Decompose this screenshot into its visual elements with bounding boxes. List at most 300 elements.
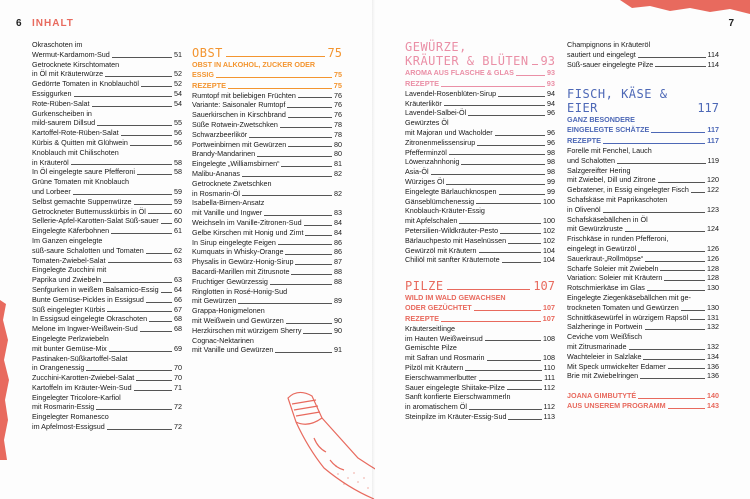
entry-title: Kräuterlikör bbox=[405, 98, 442, 108]
toc-entry[interactable] bbox=[192, 345, 342, 355]
entry-title: Lavendel-Salbei-Öl bbox=[405, 108, 467, 118]
entry-title: Wermut-Kardamom-Sud bbox=[32, 49, 110, 59]
toc-entry[interactable] bbox=[405, 148, 555, 158]
toc-entry[interactable] bbox=[32, 236, 182, 246]
leader-dots bbox=[275, 352, 332, 353]
entry-page: 54 bbox=[174, 88, 182, 98]
entry-page: 80 bbox=[334, 149, 342, 159]
chapter-page: 117 bbox=[697, 101, 719, 116]
entry-title: Getrocknete Zwetschken bbox=[192, 178, 272, 188]
entry-page: 112 bbox=[543, 382, 555, 392]
entry-title: Mit Speck umwickelter Edamer bbox=[567, 361, 666, 371]
toc-entry[interactable] bbox=[567, 205, 719, 215]
entry-title: Chiliöl mit sanfter Kräuternote bbox=[405, 255, 500, 265]
toc-entry[interactable] bbox=[192, 110, 342, 120]
toc-entry[interactable] bbox=[192, 257, 342, 267]
chapter-page: 75 bbox=[327, 46, 342, 60]
toc-entry[interactable] bbox=[32, 383, 182, 393]
toc-entry[interactable] bbox=[567, 293, 719, 303]
entry-page: 96 bbox=[547, 137, 555, 147]
toc-entry[interactable] bbox=[405, 334, 555, 344]
chapter-pilze[interactable] bbox=[405, 279, 555, 293]
entry-page: 102 bbox=[543, 225, 555, 235]
entry-page: 113 bbox=[543, 411, 555, 421]
chapter-page: 93 bbox=[540, 54, 555, 68]
leader-dots bbox=[288, 117, 332, 118]
toc-entry[interactable] bbox=[192, 287, 342, 297]
leader-dots bbox=[304, 225, 332, 226]
entry-title: Kumquats in Whisky-Orange bbox=[192, 247, 284, 257]
leader-dots bbox=[479, 380, 543, 381]
toc-entry[interactable] bbox=[32, 412, 182, 422]
entry-page: 70 bbox=[174, 363, 182, 373]
toc-entry[interactable] bbox=[567, 50, 719, 60]
entry-title: Salzgereifter Hering bbox=[567, 165, 631, 175]
toc-entry[interactable] bbox=[32, 177, 182, 187]
toc-entry[interactable] bbox=[32, 187, 182, 197]
toc-entry[interactable] bbox=[405, 246, 555, 256]
entry-page: 136 bbox=[707, 361, 719, 371]
toc-entry[interactable] bbox=[192, 228, 342, 238]
entry-page: 66 bbox=[174, 294, 182, 304]
toc-entry[interactable] bbox=[32, 285, 182, 295]
toc-entry[interactable] bbox=[32, 393, 182, 403]
entry-title: Cognac-Nektarinen bbox=[192, 335, 254, 345]
toc-entry[interactable] bbox=[32, 60, 182, 70]
toc-entry[interactable] bbox=[32, 363, 182, 373]
entry-title: Pilzöl mit Kräutern bbox=[405, 362, 464, 372]
entry-title: Kürbis & Quitten mit Glühwein bbox=[32, 137, 128, 147]
entry-title: Ceviche vom Weißfisch bbox=[567, 332, 642, 342]
entry-page: 123 bbox=[707, 204, 719, 214]
leader-dots bbox=[465, 370, 541, 371]
entry-page: 126 bbox=[707, 253, 719, 263]
rezepte-heading-fisch[interactable]: REZEPTE 117 bbox=[567, 135, 719, 145]
entry-title: Senfgurken in weißem Balsamico-Essig bbox=[32, 284, 159, 294]
entry-page: 58 bbox=[174, 157, 182, 167]
toc-entry[interactable] bbox=[405, 412, 555, 422]
rezepte-heading-gewuerze[interactable]: REZEPTE 93 bbox=[405, 78, 555, 88]
toc-entry[interactable] bbox=[192, 140, 342, 150]
toc-entry[interactable] bbox=[567, 215, 719, 225]
leader-dots bbox=[96, 409, 172, 410]
toc-entry[interactable] bbox=[567, 273, 719, 283]
entry-page: 126 bbox=[707, 243, 719, 253]
toc-entry[interactable] bbox=[32, 40, 182, 50]
leader-dots bbox=[469, 409, 542, 410]
toc-entry[interactable] bbox=[32, 167, 182, 177]
entry-page: 132 bbox=[707, 322, 719, 332]
entry-page: 124 bbox=[707, 224, 719, 234]
leader-dots bbox=[242, 195, 332, 196]
leader-dots bbox=[502, 262, 541, 263]
entry-title: Sellerie-Apfel-Karotten-Salat Süß-sauer bbox=[32, 216, 159, 226]
toc-entry[interactable] bbox=[32, 422, 182, 432]
entry-title: Würziges Öl bbox=[405, 176, 445, 186]
entry-title: Eingelegte Bärlauchknospen bbox=[405, 186, 497, 196]
entry-title: Süße Rotwein-Zwetschken bbox=[192, 119, 278, 129]
toc-entry[interactable] bbox=[32, 275, 182, 285]
toc-entry[interactable] bbox=[192, 91, 342, 101]
leader-dots bbox=[140, 331, 172, 332]
leader-dots bbox=[71, 164, 172, 165]
entry-title: Selbst gemachte Suppenwürze bbox=[32, 196, 132, 206]
toc-entry[interactable] bbox=[32, 79, 182, 89]
toc-entry[interactable] bbox=[32, 118, 182, 128]
entry-title: Sauerkirschen in Kirschbrand bbox=[192, 110, 286, 120]
leader-dots bbox=[499, 194, 545, 195]
toc-entry[interactable] bbox=[192, 120, 342, 130]
toc-entry[interactable] bbox=[32, 256, 182, 266]
toc-entry[interactable] bbox=[32, 109, 182, 119]
entry-title: Bacardi-Marillen mit Zitrusnote bbox=[192, 266, 290, 276]
toc-entry[interactable] bbox=[405, 226, 555, 236]
entry-title: mit Gewürzkruste bbox=[567, 224, 623, 234]
toc-entry[interactable] bbox=[32, 344, 182, 354]
toc-entry[interactable] bbox=[192, 159, 342, 169]
toc-entry[interactable] bbox=[567, 283, 719, 293]
toc-entry[interactable] bbox=[32, 314, 182, 324]
entry-title: Schafskäsebällchen in Öl bbox=[567, 214, 648, 224]
entry-title: Tomaten-Zwiebel-Salat bbox=[32, 255, 106, 265]
toc-entry[interactable] bbox=[405, 118, 555, 128]
leader-dots bbox=[640, 378, 705, 379]
chapter-subtitle-line-2: ESSIG 75 bbox=[192, 69, 342, 79]
entry-page: 72 bbox=[174, 422, 182, 432]
entry-page: 64 bbox=[174, 284, 182, 294]
toc-entry[interactable] bbox=[32, 99, 182, 109]
toc-entry[interactable] bbox=[32, 128, 182, 138]
entry-page: 98 bbox=[547, 147, 555, 157]
entry-title: Rotschmierkäse im Glas bbox=[567, 283, 645, 293]
entry-title: Schnittkäsewürfel in würzigem Rapsöl bbox=[567, 312, 689, 322]
entry-title: Gurkenscheiben in bbox=[32, 108, 92, 118]
toc-entry[interactable] bbox=[405, 128, 555, 138]
leader-dots bbox=[603, 212, 705, 213]
toc-entry[interactable] bbox=[405, 236, 555, 246]
toc-entry[interactable] bbox=[567, 234, 719, 244]
leader-dots bbox=[121, 135, 172, 136]
entry-title: süß-saure Schalotten und Tomaten bbox=[32, 245, 144, 255]
page-number-left: 6 bbox=[16, 18, 22, 29]
entry-page: 70 bbox=[174, 373, 182, 383]
toc-entry[interactable] bbox=[192, 296, 342, 306]
toc-entry[interactable] bbox=[567, 195, 719, 205]
leader-dots bbox=[495, 135, 545, 136]
toc-entry[interactable] bbox=[192, 336, 342, 346]
toc-entry[interactable] bbox=[405, 343, 555, 353]
toc-entry[interactable] bbox=[32, 89, 182, 99]
chapter-title: PILZE bbox=[405, 279, 444, 294]
toc-entry[interactable] bbox=[192, 149, 342, 159]
toc-entry[interactable] bbox=[405, 177, 555, 187]
leader-dots bbox=[617, 163, 706, 164]
leader-dots bbox=[305, 235, 332, 236]
author-entry[interactable]: JOANA GIMBUTYTÉ 140 bbox=[567, 391, 719, 401]
toc-entry[interactable] bbox=[567, 166, 719, 176]
chapter-subtitle-line-1: OBST IN ALKOHOL, ZUCKER ODER bbox=[192, 60, 316, 69]
toc-entry[interactable] bbox=[192, 306, 342, 316]
entry-page: 58 bbox=[174, 167, 182, 177]
entry-page: 90 bbox=[334, 315, 342, 325]
toc-entry[interactable] bbox=[567, 332, 719, 342]
toc-entry[interactable] bbox=[32, 226, 182, 236]
toc-entry[interactable] bbox=[192, 100, 342, 110]
entry-page: 104 bbox=[543, 255, 555, 265]
toc-entry[interactable] bbox=[192, 238, 342, 248]
entry-title: mit Vanille und Gewürzen bbox=[192, 345, 274, 355]
toc-entry[interactable] bbox=[32, 265, 182, 275]
toc-entry[interactable] bbox=[32, 50, 182, 60]
toc-entry[interactable] bbox=[192, 189, 342, 199]
entry-title: Schafskäse mit Paprikaschoten bbox=[567, 194, 668, 204]
leader-dots bbox=[161, 223, 172, 224]
entry-page: 87 bbox=[334, 257, 342, 267]
entry-title: Rumtopf mit beliebigen Früchten bbox=[192, 90, 296, 100]
entry-title: Bunte Gemüse-Pickles in Essigsud bbox=[32, 294, 144, 304]
entry-page: 51 bbox=[174, 49, 182, 59]
entry-page: 88 bbox=[334, 266, 342, 276]
entry-title: Süß eingelegter Kürbis bbox=[32, 304, 106, 314]
leader-dots bbox=[660, 270, 705, 271]
leader-dots bbox=[655, 66, 705, 67]
toc-entry[interactable] bbox=[567, 303, 719, 313]
leader-dots bbox=[645, 329, 705, 330]
toc-entry[interactable] bbox=[192, 316, 342, 326]
toc-entry[interactable] bbox=[405, 353, 555, 363]
toc-entry[interactable] bbox=[405, 392, 555, 402]
toc-entry[interactable] bbox=[32, 148, 182, 158]
toc-entry[interactable] bbox=[32, 138, 182, 148]
entry-page: 89 bbox=[334, 296, 342, 306]
entry-title: Wachteleier in Salzlake bbox=[567, 351, 642, 361]
entry-title: mit Rosmarin-Essig bbox=[32, 402, 95, 412]
toc-entry[interactable] bbox=[405, 138, 555, 148]
toc-entry[interactable] bbox=[405, 206, 555, 216]
toc-entry[interactable] bbox=[405, 373, 555, 383]
entry-page: 110 bbox=[543, 362, 555, 372]
leader-dots bbox=[280, 127, 332, 128]
entry-title: Gemischte Pilze bbox=[405, 343, 457, 353]
leader-dots bbox=[444, 105, 545, 106]
toc-entry[interactable] bbox=[567, 342, 719, 352]
toc-entry[interactable] bbox=[192, 169, 342, 179]
toc-entry[interactable] bbox=[567, 175, 719, 185]
toc-entry[interactable] bbox=[32, 197, 182, 207]
toc-entry[interactable] bbox=[32, 305, 182, 315]
toc-entry[interactable] bbox=[192, 326, 342, 336]
entry-title: Portweinbirnen mit Gewürzen bbox=[192, 139, 287, 149]
entry-page: 83 bbox=[334, 208, 342, 218]
leader-dots bbox=[691, 192, 705, 193]
leader-dots bbox=[298, 97, 332, 98]
toc-entry[interactable] bbox=[567, 40, 719, 50]
leader-dots bbox=[137, 174, 172, 175]
toc-entry[interactable] bbox=[567, 60, 719, 70]
toc-entry[interactable] bbox=[32, 334, 182, 344]
toc-entry[interactable] bbox=[567, 156, 719, 166]
toc-entry[interactable] bbox=[405, 157, 555, 167]
toc-entry[interactable] bbox=[567, 146, 719, 156]
entry-page: 98 bbox=[547, 157, 555, 167]
entry-title: Steinpilze im Kräuter-Essig-Sud bbox=[405, 411, 507, 421]
entry-title: Schwarzbeerlikör bbox=[192, 129, 248, 139]
entry-page: 120 bbox=[707, 175, 719, 185]
leader-dots bbox=[449, 154, 545, 155]
leader-dots bbox=[242, 176, 332, 177]
toc-entry[interactable] bbox=[567, 224, 719, 234]
toc-entry[interactable] bbox=[405, 89, 555, 99]
toc-entry[interactable] bbox=[405, 402, 555, 412]
decorative-edge-top bbox=[620, 0, 750, 14]
entry-page: 86 bbox=[334, 237, 342, 247]
entry-page: 100 bbox=[543, 216, 555, 226]
entry-title: Gänseblümchenessig bbox=[405, 196, 475, 206]
toc-entry[interactable] bbox=[32, 207, 182, 217]
rezepte-heading-pilze[interactable]: REZEPTE 107 bbox=[405, 313, 555, 323]
obst-recipe-list bbox=[192, 91, 342, 356]
toc-entry[interactable] bbox=[192, 130, 342, 140]
entry-page: 52 bbox=[174, 69, 182, 79]
toc-entry[interactable] bbox=[32, 158, 182, 168]
leader-dots bbox=[73, 194, 172, 195]
toc-entry[interactable] bbox=[192, 247, 342, 257]
entry-title: Paprika und Zwiebeln bbox=[32, 275, 102, 285]
entry-page: 59 bbox=[174, 196, 182, 206]
toc-entry[interactable] bbox=[405, 187, 555, 197]
entry-page: 114 bbox=[707, 59, 719, 69]
toc-entry[interactable] bbox=[192, 198, 342, 208]
entry-page: 130 bbox=[707, 283, 719, 293]
toc-entry[interactable] bbox=[32, 402, 182, 412]
toc-entry[interactable] bbox=[32, 324, 182, 334]
toc-entry[interactable] bbox=[192, 208, 342, 218]
toc-entry[interactable] bbox=[405, 324, 555, 334]
entry-page: 84 bbox=[334, 227, 342, 237]
entry-title: Fruchtiger Gewürzessig bbox=[192, 276, 268, 286]
leader-dots bbox=[285, 254, 332, 255]
leader-dots bbox=[103, 282, 172, 283]
toc-entry[interactable] bbox=[567, 185, 719, 195]
decorative-edge-left bbox=[0, 300, 14, 460]
toc-entry[interactable] bbox=[567, 244, 719, 254]
leader-dots bbox=[643, 359, 705, 360]
leader-dots bbox=[288, 146, 332, 147]
toc-entry[interactable] bbox=[567, 313, 719, 323]
chapter-subtitle: AROMA AUS FLASCHE & GLAS 93 bbox=[405, 68, 555, 77]
toc-entry[interactable] bbox=[405, 197, 555, 207]
toc-entry[interactable] bbox=[32, 246, 182, 256]
toc-entry[interactable] bbox=[405, 383, 555, 393]
toc-entry[interactable] bbox=[567, 254, 719, 264]
entry-title: Zitronenmelissensirup bbox=[405, 137, 476, 147]
chapter-gewuerze[interactable] bbox=[405, 40, 555, 68]
entry-title: Variation: Soleier mit Kräutern bbox=[567, 273, 663, 283]
toc-entry[interactable] bbox=[192, 277, 342, 287]
leader-dots bbox=[238, 303, 332, 304]
leader-dots bbox=[479, 252, 542, 253]
leader-dots bbox=[264, 215, 332, 216]
entry-page: 111 bbox=[544, 372, 555, 382]
toc-entry[interactable] bbox=[405, 99, 555, 109]
entry-title: Kartoffel-Rote-Rüben-Salat bbox=[32, 128, 119, 138]
section-label: INHALT bbox=[32, 18, 74, 29]
toc-entry[interactable] bbox=[192, 179, 342, 189]
entry-title: Weichseln im Vanille-Zitronen-Sud bbox=[192, 217, 302, 227]
toc-entry[interactable] bbox=[192, 267, 342, 277]
right-page bbox=[375, 0, 750, 499]
toc-entry[interactable] bbox=[405, 255, 555, 265]
chapter-subtitle-line-2: ODER GEZÜCHTET 107 bbox=[405, 302, 555, 312]
toc-entry[interactable] bbox=[567, 322, 719, 332]
entry-title: Malibu-Ananas bbox=[192, 168, 240, 178]
toc-entry[interactable] bbox=[405, 363, 555, 373]
entry-page: 131 bbox=[707, 312, 719, 322]
chapter-obst[interactable] bbox=[192, 46, 342, 60]
entry-title: Knoblauch mit Chilischoten bbox=[32, 147, 119, 157]
entry-title: Süß-sauer eingelegte Pilze bbox=[567, 59, 654, 69]
leader-dots bbox=[134, 390, 172, 391]
entry-title: Sauer eingelegte Shiitake-Pilze bbox=[405, 382, 505, 392]
entry-page: 96 bbox=[547, 127, 555, 137]
toc-entry[interactable] bbox=[567, 352, 719, 362]
entry-title: Brandy-Mandarinen bbox=[192, 149, 256, 159]
entry-title: in Orangenessig bbox=[32, 363, 85, 373]
entry-page: 102 bbox=[543, 235, 555, 245]
toc-column-obst bbox=[192, 42, 342, 355]
entry-page: 128 bbox=[707, 263, 719, 273]
leader-dots bbox=[303, 333, 332, 334]
leader-dots bbox=[74, 96, 172, 97]
leader-dots bbox=[681, 310, 705, 311]
rezepte-heading-obst[interactable]: REZEPTE 75 bbox=[192, 80, 342, 90]
entry-title: mit Vanille und Ingwer bbox=[192, 208, 263, 218]
entry-page: 81 bbox=[334, 159, 342, 169]
entry-page: 98 bbox=[547, 167, 555, 177]
toc-entry[interactable] bbox=[405, 108, 555, 118]
chapter-fisch[interactable] bbox=[567, 87, 719, 115]
entry-title: Eingelegter Tricolore-Karfiol bbox=[32, 392, 121, 402]
entry-page: 130 bbox=[707, 302, 719, 312]
entry-title: In Öl eingelegte saure Pfefferoni bbox=[32, 167, 135, 177]
chapter-page: 107 bbox=[533, 279, 555, 294]
entry-page: 99 bbox=[547, 186, 555, 196]
toc-entry[interactable] bbox=[567, 371, 719, 381]
entry-title: in aromatischem Öl bbox=[405, 402, 467, 412]
program-entry[interactable]: AUS UNSEREM PROGRAMM 143 bbox=[567, 400, 719, 410]
chapter-title: OBST bbox=[192, 46, 223, 60]
entry-title: Eierschwammerlbutter bbox=[405, 372, 477, 382]
toc-entry[interactable] bbox=[32, 216, 182, 226]
entry-title: Okraschoten im bbox=[32, 40, 83, 49]
toc-entry[interactable] bbox=[32, 295, 182, 305]
leader-dots bbox=[645, 261, 705, 262]
entry-title: Sauerkraut-„Rollmöpse“ bbox=[567, 253, 644, 263]
entry-page: 104 bbox=[543, 245, 555, 255]
leader-dots bbox=[107, 429, 172, 430]
toc-entry[interactable] bbox=[567, 362, 719, 372]
toc-entry[interactable] bbox=[405, 167, 555, 177]
entry-page: 136 bbox=[707, 371, 719, 381]
toc-entry[interactable] bbox=[567, 264, 719, 274]
toc-entry[interactable] bbox=[192, 218, 342, 228]
toc-entry[interactable] bbox=[32, 69, 182, 79]
toc-entry[interactable] bbox=[32, 354, 182, 364]
entry-title: eingelegt in Gewürzöl bbox=[567, 243, 637, 253]
entry-page: 78 bbox=[334, 119, 342, 129]
toc-entry[interactable] bbox=[405, 216, 555, 226]
toc-entry[interactable] bbox=[32, 373, 182, 383]
